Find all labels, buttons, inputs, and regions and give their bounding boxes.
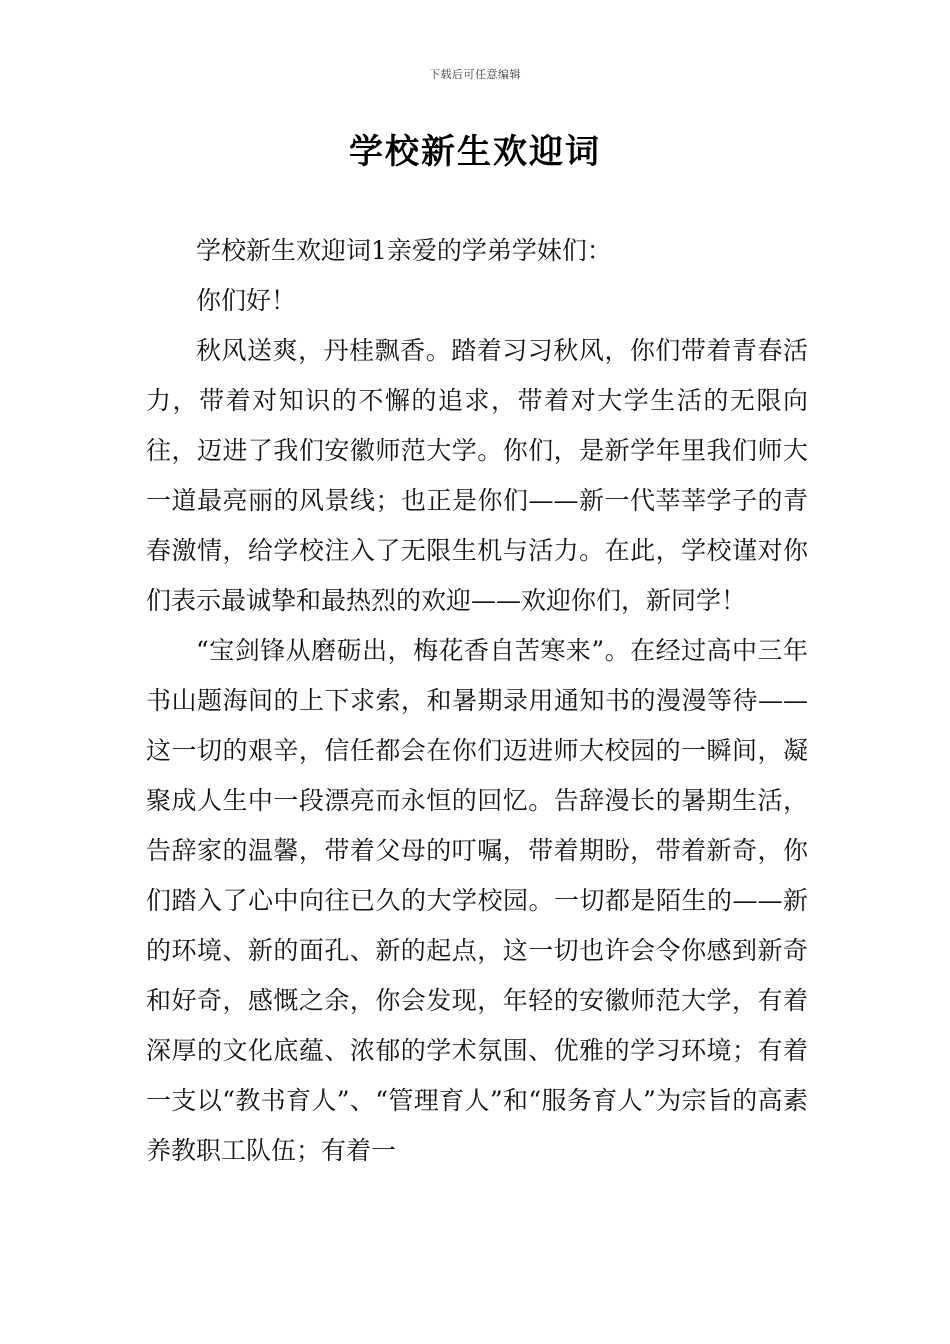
- paragraph-hello: 你们好！: [196, 286, 297, 315]
- header-note: 下载后可任意编辑: [429, 68, 521, 81]
- page-title: 学校新生欢迎词: [349, 132, 601, 172]
- document-body: [146, 226, 808, 1176]
- paragraph-sword-plum: “宝剑锋从磨砺出，梅花香自苦寒来”。在经过高中三年书山题海间的上下求索，和暑期录用通知书的漫漫等待——这一切的艰辛，信任都会在你们迈进师大校园的一瞬间，凝聚成人生中一段漂亮而永恒的回忆。告辞漫长的暑期生活，告辞家的温馨，带着父母的叮嘱，带着期盼，带着新奇，你们踏入了心中向往已久的大学校园。一切都是陌生的——新的环境、新的面孔、新的起点，这一切也许会令你感到新奇和好奇，感慨之余，你会发现，年轻的安徽师范大学，有着深厚的文化底蕴、浓郁的学术氛围、优雅的学习环境；有着一支以“教书育人”、“管理育人”和“服务育人”为宗旨的高素养教职工队伍；有着一: [146, 636, 808, 1165]
- paragraph-greeting-line: 学校新生欢迎词1亲爱的学弟学妹们：: [196, 236, 612, 265]
- paragraph-autumn-welcome: 秋风送爽，丹桂飘香。踏着习习秋风，你们带着青春活力，带着对知识的不懈的追求，带着对大学生活的无限向往，迈进了我们安徽师范大学。你们，是新学年里我们师大一道最亮丽的风景线；也正是你们——新一代莘莘学子的青春激情，给学校注入了无限生机与活力。在此，学校谨对你们表示最诚挚和最热烈的欢迎——欢迎你们，新同学！: [146, 336, 808, 615]
